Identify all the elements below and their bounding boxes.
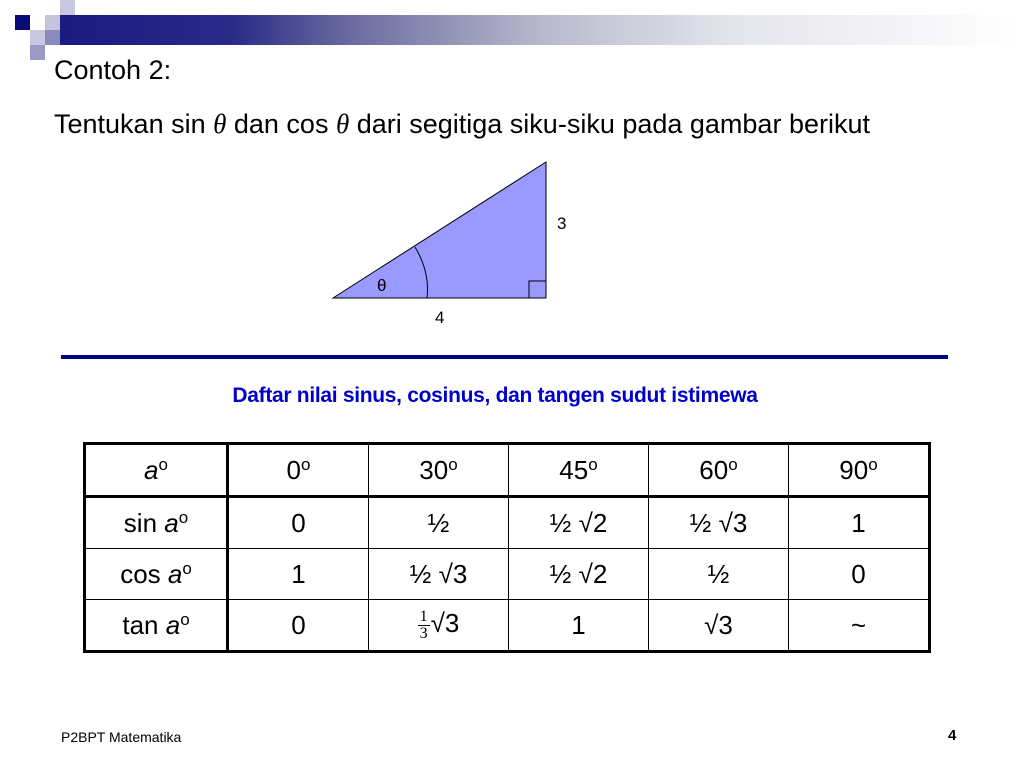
deco-square bbox=[60, 0, 75, 15]
header-cell: 90$^o$ bbox=[789, 444, 930, 497]
table-cell: ½ bbox=[369, 497, 509, 549]
side-label-vertical: 3 bbox=[557, 214, 567, 233]
table-cell: ½ √2 bbox=[509, 497, 649, 549]
angle-label: θ bbox=[377, 276, 387, 295]
question-text bbox=[54, 104, 874, 144]
table-cell: ~ bbox=[789, 600, 930, 652]
table-cell: ½ √3 bbox=[649, 497, 789, 549]
table-cell: 0 bbox=[228, 600, 369, 652]
table-cell: $\frac{1}{3}$ √3 bbox=[369, 600, 509, 652]
table-cell: ½ bbox=[649, 549, 789, 600]
table-row-cos bbox=[85, 549, 930, 600]
table-cell: 0 bbox=[789, 549, 930, 600]
deco-square bbox=[30, 45, 45, 60]
deco-square bbox=[45, 30, 60, 45]
row-label: $\sin a^o$ bbox=[85, 497, 228, 549]
deco-square bbox=[45, 15, 60, 30]
header-cell: 60$^o$ bbox=[649, 444, 789, 497]
deco-square bbox=[15, 15, 30, 30]
deco-square bbox=[30, 30, 45, 45]
table-cell: 0 bbox=[228, 497, 369, 549]
table-header-row bbox=[85, 444, 930, 497]
row-label: $\tan a^o$ bbox=[85, 600, 228, 652]
table-cell: √3 bbox=[649, 600, 789, 652]
side-label-horizontal: 4 bbox=[435, 308, 445, 327]
header-cell: $a^o$ bbox=[85, 444, 228, 497]
trig-values-table bbox=[83, 442, 931, 653]
page-number: 4 bbox=[948, 727, 957, 744]
footer-label: P2BPT Matematika bbox=[61, 729, 182, 745]
question-part: Tentukan sin bbox=[54, 109, 214, 139]
table-cell: 1 bbox=[509, 600, 649, 652]
table-row-tan bbox=[85, 600, 930, 652]
table-caption: Daftar nilai sinus, cosinus, dan tangen sudut istimewa bbox=[232, 384, 758, 407]
table-cell: 1 bbox=[789, 497, 930, 549]
theta-symbol: θ bbox=[213, 109, 227, 139]
header-cell: 45$^o$ bbox=[509, 444, 649, 497]
fraction-one-third: $\frac{1}{3}$ bbox=[419, 607, 428, 642]
question-part: dari segitiga siku-siku pada gambar berikut bbox=[349, 109, 870, 139]
header-cell: 0$^o$ bbox=[228, 444, 369, 497]
table-cell: 1 bbox=[228, 549, 369, 600]
section-divider bbox=[61, 355, 948, 359]
slide-title: Contoh 2: bbox=[54, 55, 172, 85]
row-label: $\cos a^o$ bbox=[85, 549, 228, 600]
triangle-shape bbox=[333, 162, 546, 298]
table-cell: ½ √3 bbox=[369, 549, 509, 600]
question-part: dan cos bbox=[226, 109, 336, 139]
header-gradient-bar bbox=[60, 15, 1020, 45]
table-row-sin bbox=[85, 497, 930, 549]
right-triangle-figure bbox=[320, 150, 600, 340]
header-cell: 30$^o$ bbox=[369, 444, 509, 497]
theta-symbol: θ bbox=[335, 109, 350, 139]
table-cell: ½ √2 bbox=[509, 549, 649, 600]
